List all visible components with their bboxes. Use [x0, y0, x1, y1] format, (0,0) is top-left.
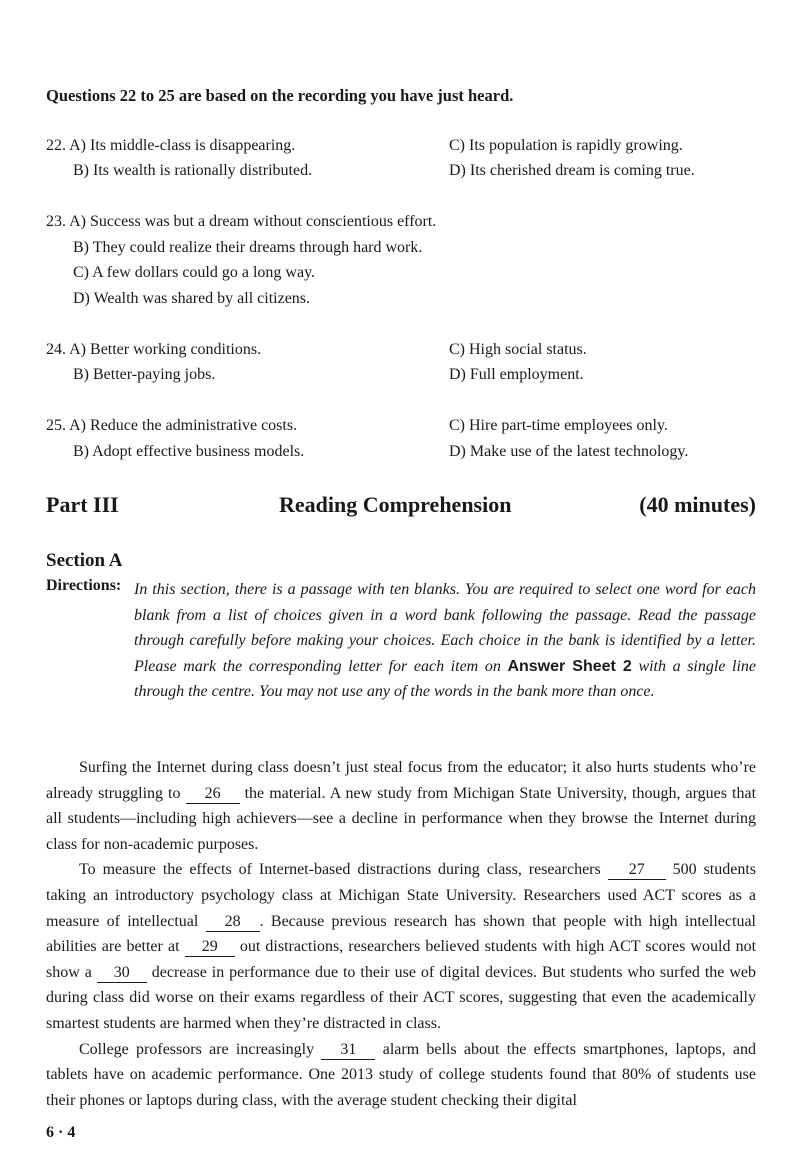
question-24-option-b [73, 366, 215, 384]
option-letter: B) [73, 162, 89, 179]
page-number: 6 · 4 [46, 1124, 76, 1141]
question-23-option-c [73, 264, 315, 282]
option-letter: A) [69, 213, 87, 230]
blank-30: 30 [97, 964, 147, 983]
blank-28: 28 [206, 913, 260, 932]
option-letter: A) [69, 137, 87, 154]
question-25-option-d [449, 443, 688, 461]
question-25-option-b [73, 443, 304, 461]
passage-text: To measure the effects of Internet-based distractions during class, researchers [79, 861, 601, 879]
question-23-option-a [46, 213, 436, 231]
option-letter: C) [449, 417, 465, 434]
blank-26: 26 [186, 785, 240, 804]
option-text: Its population is rapidly growing. [469, 137, 683, 154]
option-letter: A) [69, 341, 87, 358]
option-letter: C) [73, 264, 89, 281]
passage-text: the material. A new study from Michigan State University, though, argues that all students—including high achievers—see a decline in performance when they browse the Internet during class for non-academic purposes. [46, 784, 757, 853]
option-letter: D) [449, 443, 466, 460]
option-text: Make use of the latest technology. [469, 443, 689, 460]
directions-text-after: with a single line through the centre. You may not use any of the words in the bank more than once. [134, 657, 757, 701]
question-24-option-d [449, 366, 584, 384]
option-text: Full employment. [469, 366, 584, 383]
option-text: Its middle-class is disappearing. [90, 137, 296, 154]
question-number: 25. [46, 417, 66, 434]
question-23-option-d [73, 290, 310, 308]
option-letter: A) [69, 417, 87, 434]
option-text: Its wealth is rationally distributed. [93, 162, 313, 179]
option-letter: D) [73, 290, 90, 307]
option-text: Wealth was shared by all citizens. [93, 290, 311, 307]
option-letter: C) [449, 137, 465, 154]
passage-paragraph-1 [46, 755, 756, 857]
option-text: Success was but a dream without conscientious effort. [90, 213, 437, 230]
question-25-option-c [449, 417, 668, 435]
option-text: Better-paying jobs. [93, 366, 216, 383]
question-22-option-a [46, 137, 295, 155]
part-time: (40 minutes) [639, 492, 756, 517]
option-text: A few dollars could go a long way. [92, 264, 316, 281]
question-22-option-b [73, 162, 312, 180]
passage-text: Surfing the Internet during class doesn’t just steal focus from the educator; it also hurts students who’re already struggling to [46, 759, 756, 802]
directions-text-before: In this section, there is a passage with ten blanks. You are required to select one word for each blank from a list of choices given in a word bank following the passage. Read the passage through carefully before making your choices. Each choice in the bank is identified by a letter. Please mark the corresponding letter for each item on [134, 581, 756, 675]
option-text: They could realize their dreams through hard work. [92, 239, 423, 256]
option-letter: D) [449, 162, 466, 179]
passage-paragraph-2 [46, 857, 756, 1036]
answer-sheet-label: Answer Sheet 2 [507, 657, 632, 675]
option-text: Reduce the administrative costs. [90, 417, 298, 434]
option-text: Better working conditions. [90, 341, 262, 358]
option-letter: B) [73, 239, 89, 256]
question-24-option-c [449, 341, 587, 359]
passage-text: alarm bells about the effects smartphones, laptops, and tablets have on academic performance. One 2013 study of college students found that 80% of students use their phones or laptops during class, with the average student checking their digital [46, 1040, 757, 1109]
part-label: Part III [46, 492, 119, 517]
section-title: Section A [46, 550, 123, 571]
passage-text: . Because previous research has shown that people with high intellectual abilities are better at [46, 912, 756, 956]
passage-paragraph-3 [46, 1037, 756, 1114]
question-22-option-d [449, 162, 695, 180]
option-text: High social status. [469, 341, 587, 358]
question-24-option-a [46, 341, 261, 359]
question-25-option-a [46, 417, 297, 435]
option-text: Adopt effective business models. [92, 443, 305, 460]
option-letter: B) [73, 366, 89, 383]
directions-text [134, 577, 756, 705]
blank-29: 29 [185, 938, 235, 957]
question-number: 23. [46, 213, 66, 230]
question-23-option-b [73, 239, 422, 257]
blank-27: 27 [608, 861, 666, 880]
question-number: 24. [46, 341, 66, 358]
option-text: Its cherished dream is coming true. [469, 162, 695, 179]
option-letter: B) [73, 443, 89, 460]
blank-31: 31 [321, 1041, 375, 1060]
passage-text: College professors are increasingly [79, 1040, 315, 1058]
part-title: Reading Comprehension [279, 492, 512, 517]
option-text: Hire part-time employees only. [469, 417, 668, 434]
option-letter: C) [449, 341, 465, 358]
passage [46, 755, 756, 1113]
question-22-option-c [449, 137, 683, 155]
question-number: 22. [46, 137, 66, 154]
questions-heading: Questions 22 to 25 are based on the recording you have just heard. [46, 86, 514, 105]
directions-label: Directions: [46, 577, 122, 594]
passage-text: out distractions, researchers believed students with high ACT scores would not show a [46, 938, 757, 981]
passage-text: 500 students taking an introductory psychology class at Michigan State University. Researchers used ACT scores as a measure of intellectual [46, 861, 757, 930]
passage-text: decrease in performance due to their use of digital devices. But students who surfed the web during class did worse on their exams regardless of their ACT scores, suggesting that even the academically smartest students are harmed when they’re distracted in class. [46, 963, 757, 1032]
option-letter: D) [449, 366, 466, 383]
